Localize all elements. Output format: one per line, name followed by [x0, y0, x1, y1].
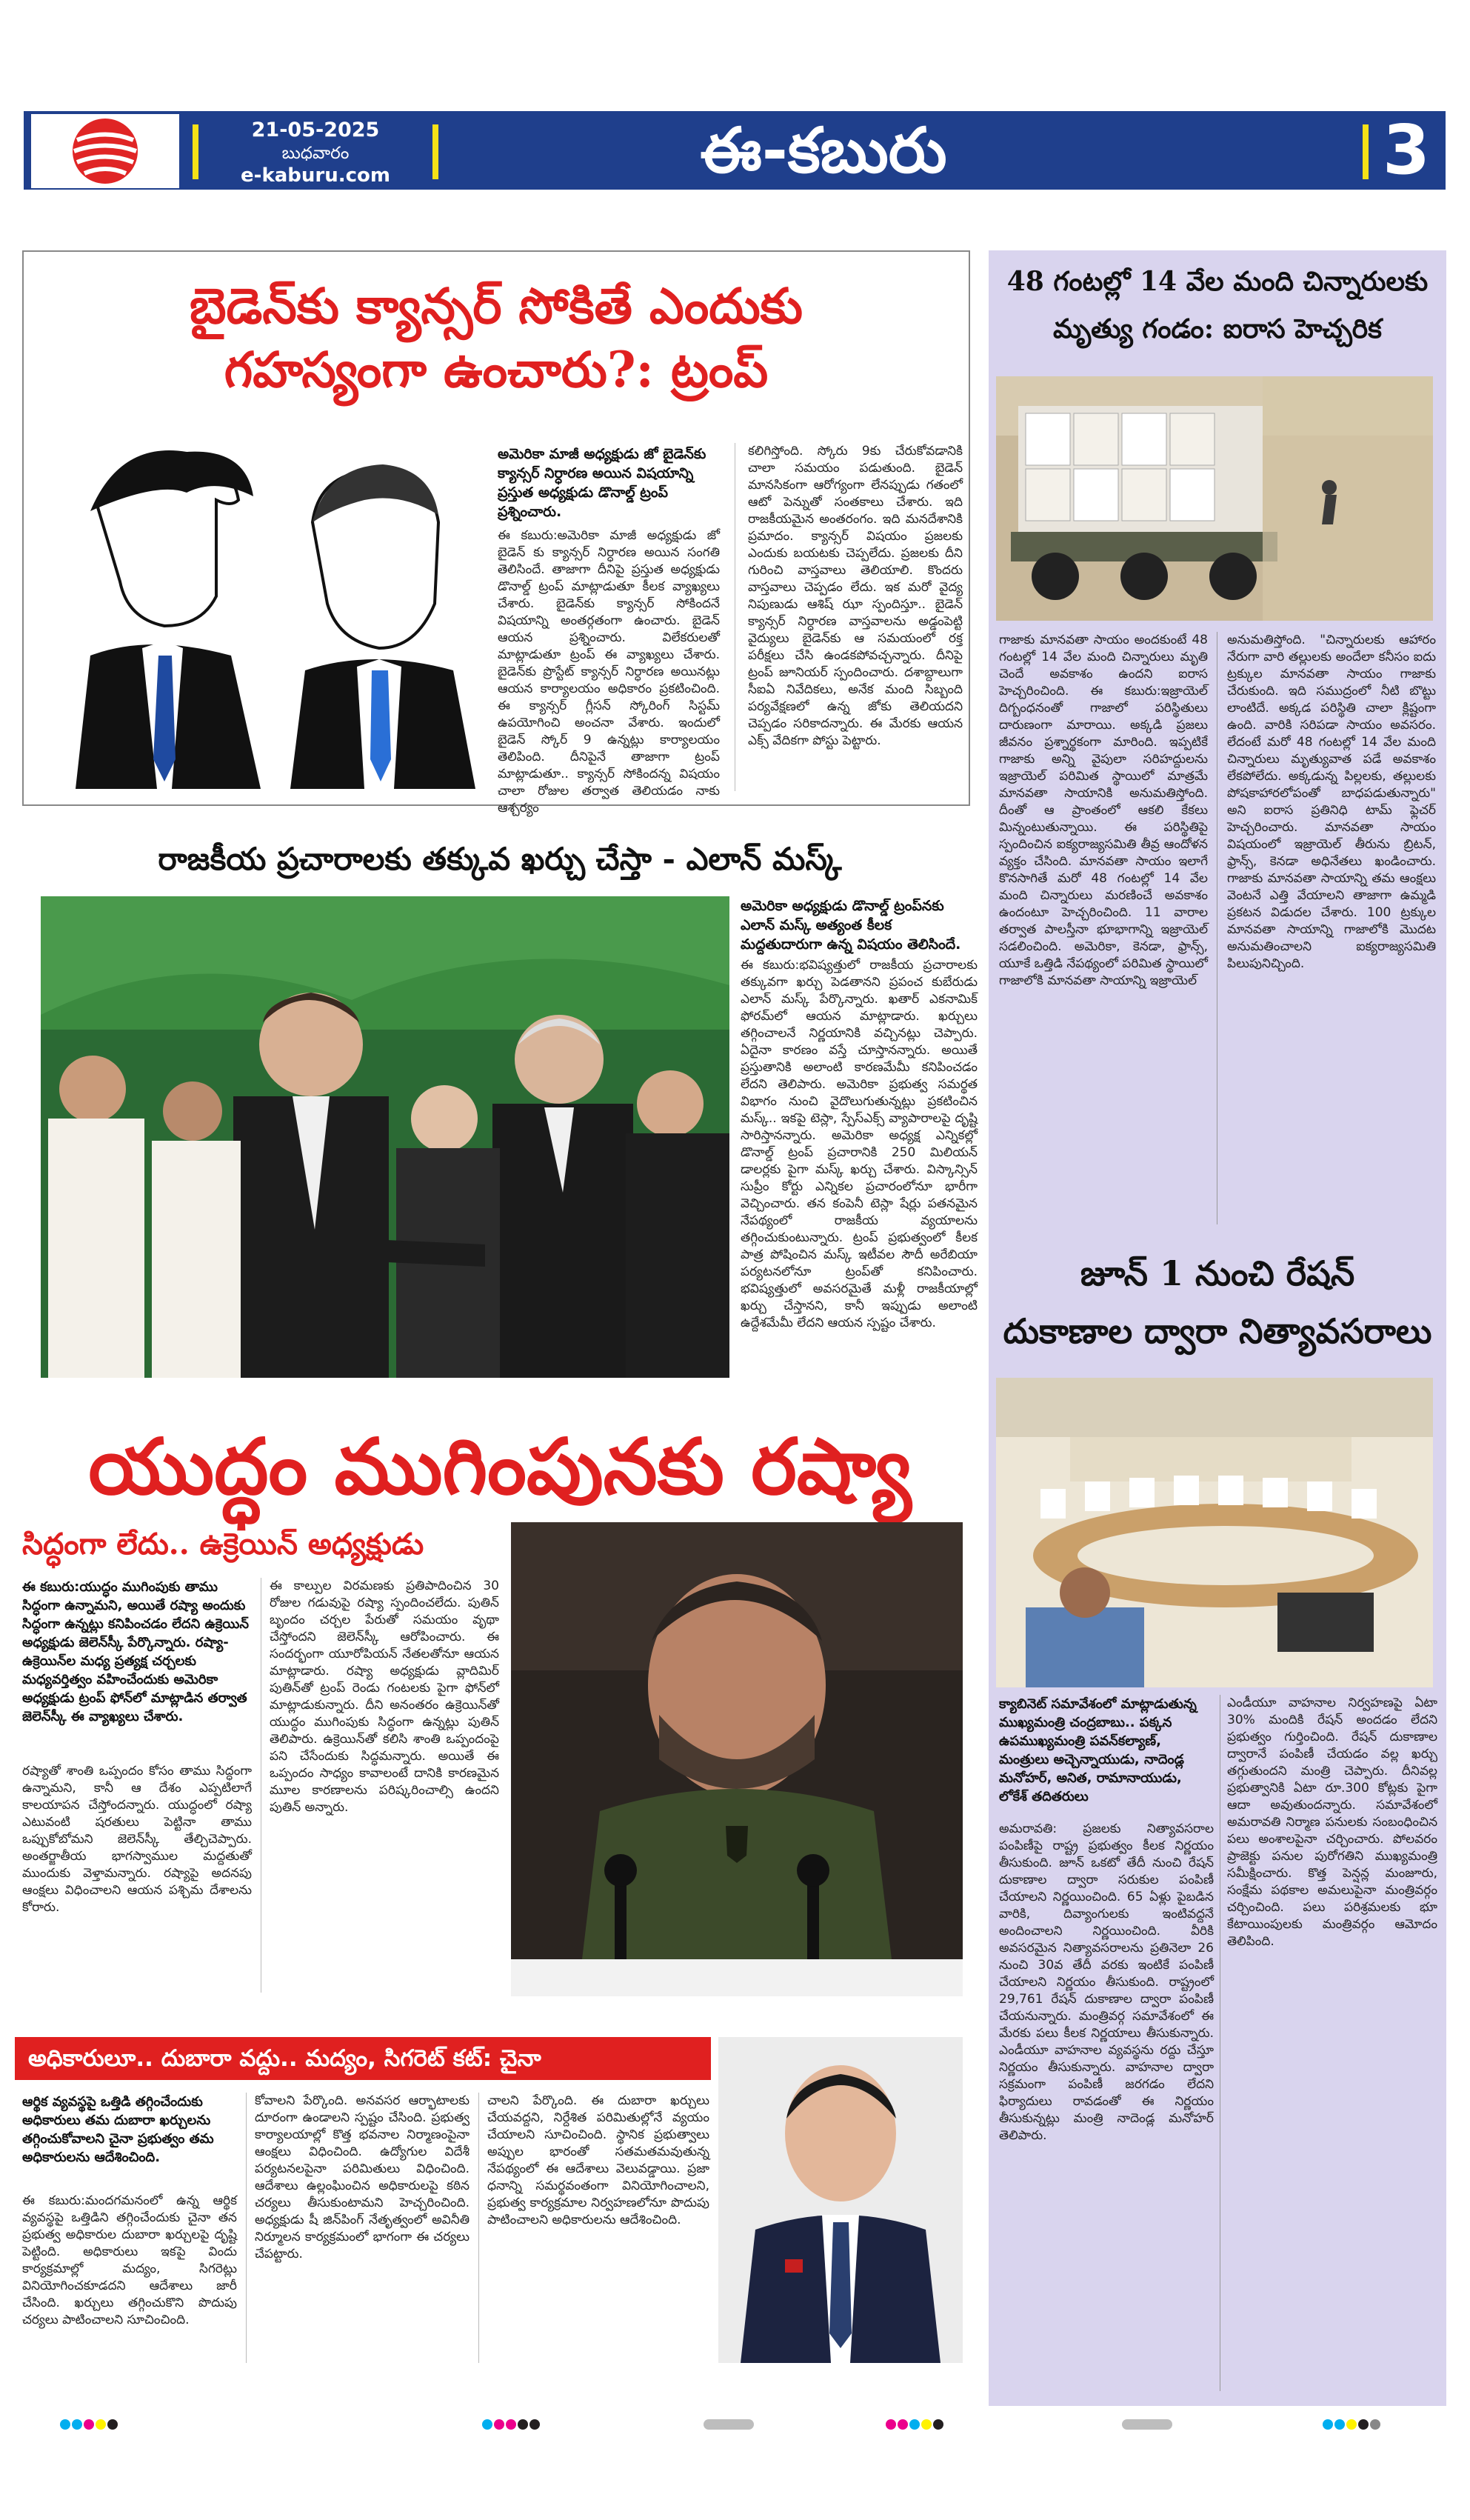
- masthead-divider: [432, 124, 438, 179]
- ration-headline: జూన్ 1 నుంచి రేషన్ దుకాణాల ద్వారా నిత్యావసరాలు: [1003, 1253, 1432, 1351]
- trump-biden-cartoon: [46, 411, 490, 789]
- date-block: [204, 119, 427, 185]
- registration-marks-4: [1322, 2419, 1440, 2433]
- website-url[interactable]: e-kaburu.com: [241, 164, 390, 187]
- musk-headline: రాజకీయ ప్రచారాలకు తక్కువ ఖర్చు చేస్తా - ఎలాన్ మస్క్: [158, 841, 842, 877]
- issue-date: 21-05-2025: [251, 119, 380, 141]
- masthead: [24, 111, 1446, 190]
- ration-body-col1: అమరావతి: ప్రజలకు నిత్యావసరాల పంపిణీపై రాష్ట్ర ప్రభుత్వం కీలక నిర్ణయం తీసుకుంది. జూన్ ఒకటో తేదీ నుంచి రేషన్ దుకాణాల ద్వారా సరుకుల పంపిణీ చేయాలని నిర్ణయించింది. 65 ఏళ్లు పైబడిన వారికి, దివ్యాంగులకు ఇంటివద్దనే అందించాలని నిర్ణయించింది. వీరికి అవసరమైన నిత్యావసరాలను ప్రతినెలా 26 నుంచి 30వ తేదీ వరకు ఇంటికే పంపిణీ చేయాలని నిర్ణయం తీసుకుంది. రాష్ట్రంలో 29,761 రేషన్ దుకాణాల ద్వారా పంపిణీ చేయనున్నారు. మంత్రివర్గ సమావేశంలో ఈ మేరకు పలు కీలక నిర్ణయాలు తీసుకున్నారు. ఎండీయూ వాహనాల వ్యవస్థను రద్దు చేస్తూ నిర్ణయం తీసుకున్నారు. వాహనాల ద్వారా సక్రమంగా పంపిణీ జరగడం లేదని ఫిర్యాదులు రావడంతో ఈ నిర్ణయం తీసుకున్నట్లు మంత్రి నాదెండ్ల మనోహర్ తెలిపారు.: [999, 1821, 1214, 2143]
- gaza-headline: 48 గంటల్లో 14 వేల మంది చిన్నారులకు మృత్యు గండం: ఐరాస హెచ్చరిక: [1006, 266, 1429, 344]
- masthead-divider: [193, 124, 198, 179]
- ukraine-subheadline: సిద్ధంగా లేదు.. ఉక్రెయిన్ అధ్యక్షుడు: [22, 1527, 424, 1561]
- registration-marks-3: [885, 2419, 1003, 2433]
- column-rule: [246, 2093, 247, 2363]
- musk-body: ఈ కబురు:భవిష్యత్తులో రాజకీయ ప్రచారాలకు తక్కువగా ఖర్చు పెడతానని ప్రపంచ కుబేరుడు ఎలాన్ మస్క్ పేర్కొన్నారు. ఖతార్ ఎకనామిక్ ఫోరమ్‌లో ఆయన మాట్లాడారు. ఖర్చులు తగ్గించాలనే నిర్ణయానికి వచ్చినట్లు చెప్పారు. ఏదైనా కారణం వస్తే చూస్తానన్నారు. అయితే ప్రస్తుతానికి అలాంటి కారణమేమీ కనిపించడం లేదని తెలిపారు. అమెరికా ప్రభుత్వ సమర్థత విభాగం నుంచి వైదొలుగుతున్నట్లు ప్రకటించిన మస్క్.. ఇకపై టెస్లా, స్పేస్‌ఎక్స్ వ్యాపారాలపై దృష్టి సారిస్తానన్నారు. అమెరికా అధ్యక్ష ఎన్నికల్లో డొనాల్డ్ ట్రంప్ ప్రచారానికి 250 మిలియన్ డాలర్లకు పైగా మస్క్ ఖర్చు చేశారు. విస్కాన్సిన్ సుప్రీం కోర్టు ఎన్నికల ప్రచారంలోనూ భారీగా వెచ్చించారు. తన కంపెనీ టెస్లా షేర్లు పతనమైన నేపథ్యంలో రాజకీయ వ్యయాలను తగ్గించుకుంటున్నారు. ట్రంప్ ప్రభుత్వంలో కీలక పాత్ర పోషించిన మస్క్ ఇటీవల సౌదీ అరేబియా పర్యటనలోనూ ట్రంప్‌తో కనిపించారు. భవిష్యత్తులో అవసరమైతే మళ్లీ రాజకీయాల్లో ఖర్చు చేస్తానని, కానీ ఇప్పుడు అలాంటి ఉద్దేశమేమీ లేదని ఆయన స్పష్టం చేశారు.: [741, 958, 978, 1330]
- biden-story: [22, 250, 970, 816]
- registration-bar-2: [1122, 2419, 1174, 2433]
- biden-body-col2: కలిగిస్తోంది. స్కోరు 9కు చేరుకోవడానికి చాలా సమయం పడుతుంది. బైడెన్ మానసికంగా ఆరోగ్యంగా లేనప్పుడు గతంలో ఆటో పెన్నుతో సంతకాలు చేశారు. ఇది రాజకీయమైన అంతరంగం. ఇది మనదేశానికి ప్రమాదం. క్యాన్సర్ విషయం ప్రజలకు ఎందుకు బయటకు చెప్పలేదు. ప్రజలకు దీని గురించి వాస్తవాలు తెలియాలి. కొందరు వాస్తవాలు చెప్పడం లేదు. ఇక మరో వైద్య నిపుణుడు ఆశిష్ ఝా స్పందిస్తూ.. బైడెన్ క్యాన్సర్ నిర్ధారణ వాస్తవాలను అడ్డంపెట్టి వైద్యులు బైడెన్‌కు ఆ సమయంలో రక్త పరీక్షలు చేసి ఉండకపోవచ్చన్నారు. దీనిపై ట్రంప్ జూనియర్ స్పందించారు. దశాబ్దాలుగా సీఐఏ నివేదికలు, అనేక మంది సిబ్బంది పర్యవేక్షణలో ఉన్న జోకు తెలియదని చెప్పడం సరికాదన్నారు. ఈ మేరకు ఆయన ఎక్స్ వేదికగా పోస్టు పెట్టారు.: [748, 444, 963, 748]
- china-headline-band: [15, 2037, 711, 2080]
- biden-headline: బైడెన్‌కు క్యాన్సర్ సోకితే ఎందుకు గహస్యంగా ఉంచారు?: ట్రంప్: [190, 277, 803, 399]
- cabinet-meeting-photo: [996, 1378, 1433, 1687]
- china-body-col1: ఈ కబురు:మందగమనంలో ఉన్న ఆర్థిక వ్యవస్థపై ఒత్తిడిని తగ్గించేందుకు చైనా తన ప్రభుత్వ అధికారుల దుబారా ఖర్చులపై దృష్టి పెట్టింది. అధికారులు ఇకపై విందు కార్యక్రమాల్లో మద్యం, సిగరెట్లు వినియోగించకూడదని ఆదేశాలు జారీ చేసింది. ఖర్చులు తగ్గించుకొని పొదుపు చర్యలు పాటించాలని సూచించింది.: [22, 2193, 237, 2327]
- china-lead: ఆర్థిక వ్యవస్థపై ఒత్తిడి తగ్గించేందుకు అధికారులు తమ దుబారా ఖర్చులను తగ్గించుకోవాలని చైనా ప్రభుత్వం తమ అధికారులను ఆదేశించింది.: [22, 2094, 214, 2165]
- ration-body-col2: ఎండీయూ వాహనాల నిర్వహణపై ఏటా 30% మందికి రేషన్ అందడం లేదని ప్రభుత్వం గుర్తించింది. రేషన్ దుకాణాల ద్వారానే పంపిణీ చేయడం వల్ల ఖర్చు తగ్గుతుందని మంత్రి చెప్పారు. దీనివల్ల ప్రభుత్వానికి ఏటా రూ.300 కోట్లకు పైగా ఆదా అవుతుందన్నారు. సమావేశంలో అమరావతి నిర్మాణ పనులకు సంబంధించిన పలు అంశాలపైనా చర్చించారు. పోలవరం ప్రాజెక్టు పనుల పురోగతిని ముఖ్యమంత్రి సమీక్షించారు. కొత్త పెన్షన్ల మంజూరు, సంక్షేమ పథకాల అమలుపైనా మంత్రివర్గం చర్చించింది. పలు పరిశ్రమలకు భూ కేటాయింపులకు మంత్రివర్గం ఆమోదం తెలిపింది.: [1227, 1696, 1437, 1949]
- page-number: 3: [1382, 110, 1430, 190]
- ukraine-body-col2: ఈ కాల్పుల విరమణకు ప్రతిపాదించిన 30 రోజుల గడువుపై రష్యా స్పందించలేదు. పుతిన్ బృందం చర్చల పేరుతో సమయం వృథా చేస్తోందని జెలెన్‌స్కీ ఆరోపించారు. ఈ సందర్భంగా యూరోపియన్ నేతలతోనూ ఆయన మాట్లాడారు. రష్యా అధ్యక్షుడు వ్లాదిమిర్ పుతిన్‌తో ట్రంప్ రెండు గంటలకు పైగా ఫోన్‌లో మాట్లాడుకున్నారు. దీని అనంతరం ఉక్రెయిన్‌తో యుద్ధం ముగింపుకు సిద్ధంగా ఉన్నట్లు పుతిన్ తెలిపారు. ఉక్రెయిన్‌తో కలిసి శాంతి ఒప్పందంపై పని చేసేందుకు సిద్ధమన్నారు. అయితే ఈ ఒప్పందం సాధ్యం కావాలంటే దానికి కారణమైన మూల కారణాలను పరిష్కరించాల్సి ఉందని పుతిన్ అన్నారు.: [270, 1579, 499, 1815]
- gaza-body-col1: గాజాకు మానవతా సాయం అందకుంటే 48 గంటల్లో 14 వేల మంది చిన్నారులు మృతి చెందే అవకాశం ఉందని ఐరాస హెచ్చరించింది. ఈ కబురు:ఇజ్రాయెల్ దిగ్బంధనంతో గాజాలో పరిస్థితులు దారుణంగా మారాయి. అక్కడి ప్రజలు జీవనం ప్రశ్నార్థకంగా మారింది. ఇప్పటికే గాజాకు అన్ని వైపులా సరిహద్దులను ఇజ్రాయెల్ పరిమిత స్థాయిలో మాత్రమే మానవతా సాయానికి అనుమతిస్తోంది. దీంతో ఆ ప్రాంతంలో ఆకలి కేకలు మిన్నంటుతున్నాయి. ఈ పరిస్థితిపై స్పందించిన ఐక్యరాజ్యసమితి తీవ్ర ఆందోళన వ్యక్తం చేసింది. మానవతా సాయం ఇలాగే కొనసాగితే మరో 48 గంటల్లో 14 వేల మంది చిన్నారులు మరణించే అవకాశం ఉందంటూ హెచ్చరించింది. 11 వారాల తర్వాత పాలస్తీనా భూభాగాన్ని ఇజ్రాయెల్ సడలించింది. అమెరికా, కెనడా, ఫ్రాన్స్, యూకే ఒత్తిడి నేపథ్యంలో పరిమిత స్థాయిలో గాజాలోకి మానవతా సాయాన్ని ఇజ్రాయెల్: [999, 633, 1208, 988]
- biden-body-col1: ఈ కబురు:అమెరికా మాజీ అధ్యక్షుడు జో బైడెన్ కు క్యాన్సర్ నిర్ధారణ అయిన సంగతి తెలిసిందే. తాజాగా దీనిపై ప్రస్తుత అధ్యక్షుడు డొనాల్డ్ ట్రంప్ మాట్లాడుతూ కీలక వ్యాఖ్యలు చేశారు. బైడెన్‌కు క్యాన్సర్ సోకిందనే విషయాన్ని అంతర్గతంగా ఉంచారు. బైడెన్ ఆయన ప్రశ్నించారు. విలేకరులతో మాట్లాడుతూ ట్రంప్ ఈ వ్యాఖ్యలు చేశారు. బైడెన్‌కు ప్రొస్టేట్ క్యాన్సర్ నిర్ధారణ అయినట్లు ఆయన కార్యాలయం అధికారం ప్రకటించింది. ఈ క్యాన్సర్ గ్లీసన్ స్కోరింగ్ సిస్టమ్ ఉపయోగించి అంచనా వేశారు. ఇందులో బైడెన్ స్కోర్ 9 ఉన్నట్లు కార్యాలయం తెలిపింది. దీనిపైనే తాజాగా ట్రంప్ మాట్లాడుతూ.. క్యాన్సర్ సోకిందన్న విషయం చాలా రోజుల తర్వాత తెలియడం నాకు ఆశ్చర్యం: [498, 528, 720, 816]
- musk-lead: అమెరికా అధ్యక్షుడు డొనాల్డ్ ట్రంప్‌నకు ఎలాన్ మస్క్ అత్యంత కీలక మద్దతుదారుగా ఉన్న విషయం తెలిసిందే.: [741, 898, 961, 953]
- ukraine-headline: యుద్ధం ముగింపునకు రష్యా: [88, 1421, 912, 1512]
- china-body-col3: చాలని పేర్కొంది. ఈ దుబారా ఖర్చులు చేయవద్దని, నిర్దేశిత పరిమితుల్లోనే వ్యయం చేయాలని సూచించింది. స్థానిక ప్రభుత్వాలు అప్పుల భారంతో సతమతమవుతున్న నేపథ్యంలో ఈ ఆదేశాలు వెలువడ్డాయి. ప్రజా ధనాన్ని సమర్థవంతంగా వినియోగించాలని, ప్రభుత్వ కార్యక్రమాల నిర్వహణలోనూ పొదుపు పాటించాలని అధికారులను ఆదేశించింది.: [487, 2093, 709, 2227]
- gaza-body-col2: అనుమతిస్తోంది. "చిన్నారులకు ఆహారం నేరుగా వారి తల్లులకు అందేలా కనీసం ఐదు ట్రక్కుల మానవతా సాయం గాజాకు చేరుకుంది. ఇది సముద్రంలో నీటి బొట్టు లాంటిదే. అక్కడ పరిస్థితి చాలా క్లిష్టంగా ఉంది. వారికి సరిపడా సాయం అవసరం. లేదంటే మరో 48 గంటల్లో 14 వేల మంది చిన్నారులు మృత్యువాత పడే అవకాశం లేకపోలేదు. అక్కడున్న పిల్లలకు, తల్లులకు పోషకాహారలోపంతో బాధపడుతున్నారు" అని ఐరాస ప్రతినిధి టామ్ ఫ్లెచర్ హెచ్చరించారు. మానవతా సాయం విషయంలో ఇజ్రాయెల్ తీరును బ్రిటన్, ఫ్రాన్స్, కెనడా అధినేతలు ఖండించారు. గాజాకు మానవతా సాయాన్ని తమ ఆంక్షలు వెంటనే ఎత్తి వేయాలని తాజాగా ఉమ్మడి ప్రకటన విడుదల చేశారు. 100 ట్రక్కుల మానవతా సాయాన్ని గాజాలోకి మొదట అనుమతించాలని ఐక్యరాజ్యసమితి పిలుపునిచ్చింది.: [1227, 633, 1436, 971]
- logo-icon: [31, 114, 179, 188]
- xi-jinping-photo: [718, 2037, 963, 2363]
- registration-bar-1: [704, 2419, 755, 2433]
- registration-marks-2: [481, 2419, 600, 2433]
- ukraine-body-col1: రష్యాతో శాంతి ఒప్పందం కోసం తాము సిద్ధంగా ఉన్నామని, కానీ ఆ దేశం ఎప్పటిలాగే కాలయాపన చేస్తోందన్నారు. యుద్ధంలో రష్యా ఎటువంటి షరతులు పెట్టినా తాము ఒప్పుకోబోమని జెలెన్‌స్కీ తేల్చిచెప్పారు. అంతర్జాతీయ భాగస్వాముల మద్దతుతో ముందుకు వెళ్తామన్నారు. రష్యాపై అదనపు ఆంక్షలు విధించాలని ఆయన పశ్చిమ దేశాలను కోరారు.: [22, 1764, 252, 1915]
- china-story: [15, 2037, 978, 2378]
- newspaper-title: ఈ-కబురు: [700, 114, 947, 187]
- registration-marks-1: [59, 2419, 178, 2433]
- gaza-aid-truck-photo: [996, 376, 1433, 621]
- biden-lead: అమెరికా మాజీ అధ్యక్షుడు జో బైడెన్‌కు క్యాన్సర్ నిర్ధారణ అయిన విషయాన్ని ప్రస్తుత అధ్యక్షుడు డొనాల్డ్ ట్రంప్ ప్రశ్నించారు.: [498, 446, 706, 520]
- ukraine-lead: ఈ కబురు:యుద్ధం ముగింపుకు తాము సిద్ధంగా ఉన్నామని, అయితే రష్యా అందుకు సిద్ధంగా ఉన్నట్లు కనిపించడం లేదని ఉక్రెయిన్ అధ్యక్షుడు జెలెన్‌స్కీ పేర్కొన్నారు. రష్యా- ఉక్రెయిన్‌ల మధ్య ప్రత్యక్ష చర్చలకు మధ్యవర్తిత్వం వహించేందుకు అమెరికా అధ్యక్షుడు ట్రంప్ ఫోన్‌లో మాట్లాడిన తర్వాత జెలెన్‌స్కీ ఈ వ్యాఖ్యలు చేశారు.: [22, 1579, 250, 1724]
- gaza-story: [989, 250, 1446, 1236]
- masthead-divider: [1363, 124, 1369, 179]
- china-headline: అధికారులూ.. దుబారా వద్దు.. మద్యం, సిగరెట్ కట్: చైనా: [28, 2045, 541, 2072]
- ration-story: [989, 1236, 1446, 2406]
- china-body-col2: కోవాలని పేర్కొంది. అనవసర ఆర్భాటాలకు దూరంగా ఉండాలని స్పష్టం చేసింది. ప్రభుత్వ కార్యాలయాల్లో కొత్త భవనాల నిర్మాణంపైనా ఆంక్షలు విధించింది. ఉద్యోగుల విదేశీ పర్యటనలపైనా పరిమితులు విధించింది. ఆదేశాలు ఉల్లంఘించిన అధికారులపై కఠిన చర్యలు తీసుకుంటామని హెచ్చరించింది. అధ్యక్షుడు షీ జిన్‌పింగ్ నేతృత్వంలో అవినీతి నిర్మూలన కార్యక్రమంలో భాగంగా ఈ చర్యలు చేపట్టారు.: [255, 2093, 470, 2261]
- issue-weekday: బుధవారం: [281, 144, 350, 163]
- zelensky-photo: [511, 1522, 963, 1996]
- logo: [31, 114, 179, 188]
- column-rule: [478, 2093, 479, 2363]
- musk-photo: [41, 896, 729, 1378]
- ration-lead: క్యాబినెట్ సమావేశంలో మాట్లాడుతున్న ముఖ్యమంత్రి చంద్రబాబు.. పక్కన ఉపముఖ్యమంత్రి పవన్‌కల్యాణ్, మంత్రులు అచ్చెన్నాయుడు, నాదెండ్ల మనోహర్, అనిత, రామానాయుడు, లోకేశ్ తదితరులు: [999, 1696, 1197, 1804]
